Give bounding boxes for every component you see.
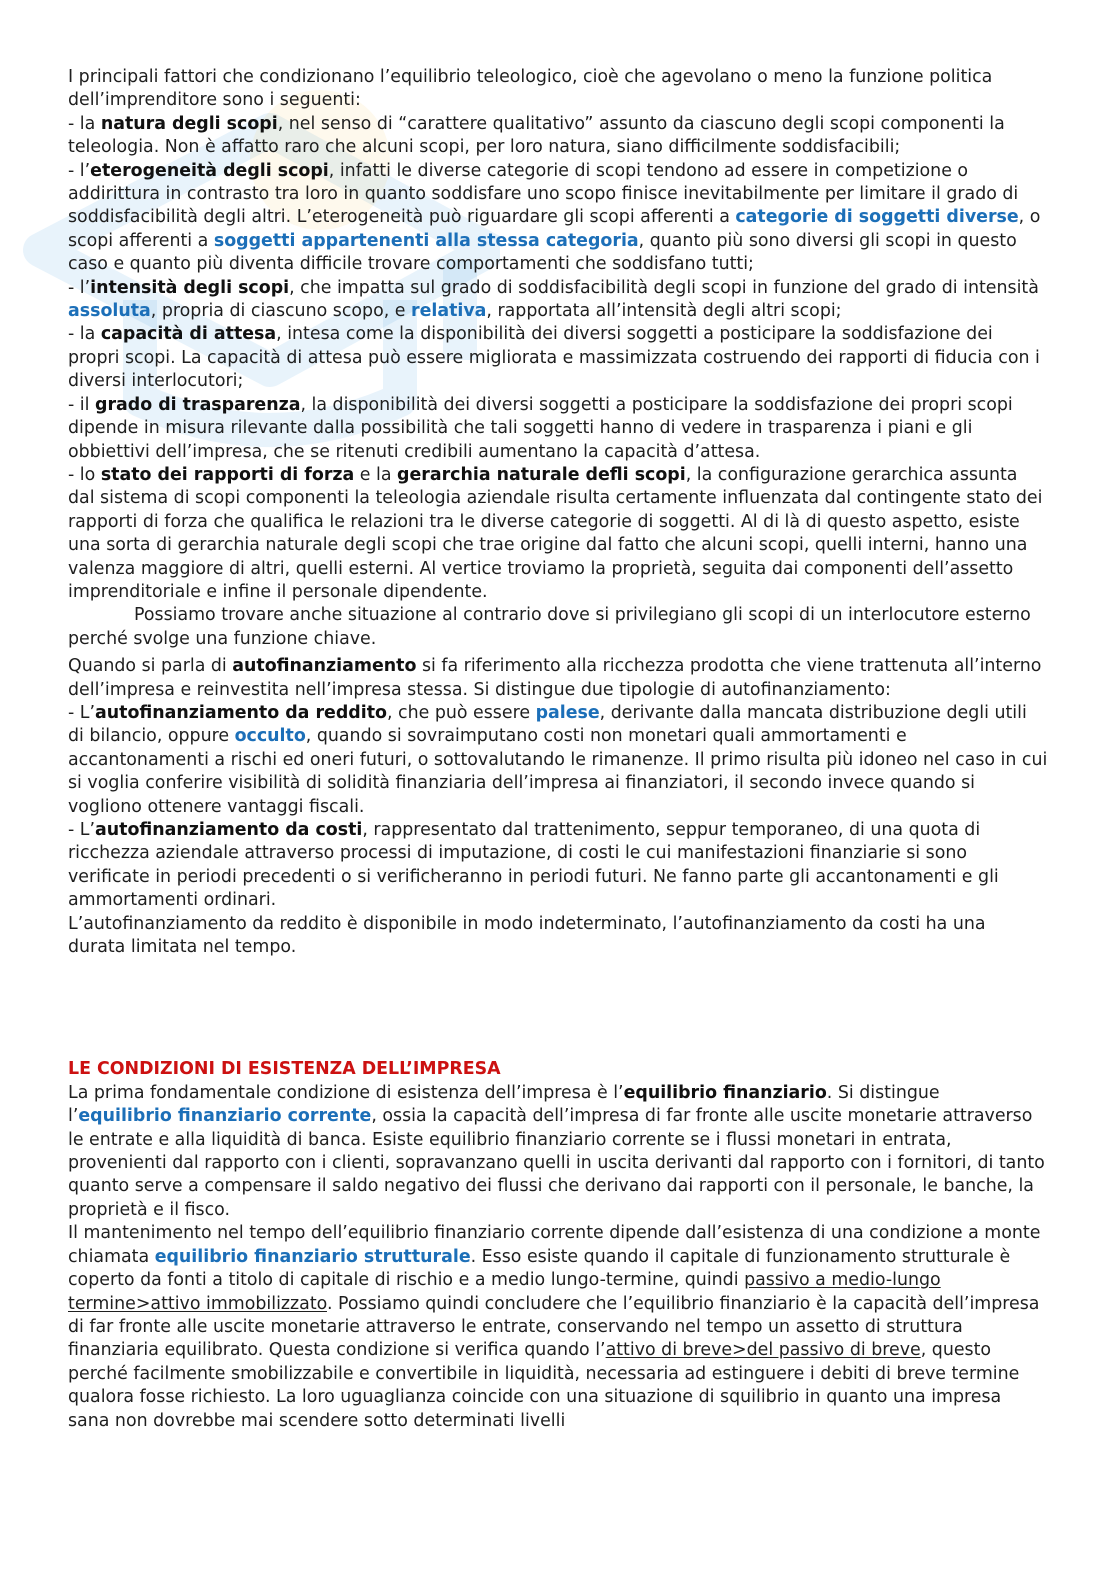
term-equilibrio-finanziario: equilibrio finanziario [623,1082,827,1103]
section-heading-condizioni-esistenza: LE CONDIZIONI DI ESISTENZA DELL’IMPRESA [68,1059,501,1080]
term-capacita-di-attesa: capacità di attesa [100,324,277,345]
term-autofinanziamento-da-reddito: autofinanziamento da reddito [95,702,387,723]
highlight-equilibrio-finanziario-corrente: equilibrio finanziario corrente [78,1106,372,1127]
term-grado-di-trasparenza: grado di trasparenza [95,394,301,415]
bullet-autofinanziamento-costi: - L’autofinanziamento da costi, rappresentato dal trattenimento, seppur temporaneo, di una quota di ricchezza aziendale attraverso processi di imputazione, di costi le cui manifestazioni finanziarie si sono verificate in periodi precedenti o si verificheranno in periodi futuri. Ne fanno parte gli accantonamenti e gli ammortamenti ordinari. [68,820,999,911]
highlight-soggetti-stessa-categoria: soggetti appartenenti alla stessa categoria [213,230,639,251]
bullet-eterogeneita-scopi: - l’eterogeneità degli scopi, infatti le diverse categorie di scopi tendono ad essere in competizione o addirittura in contrasto tra loro in quanto soddisfare uno scopo finisce inevitabilmente per limitare il grado di soddisfacibilità degli altri. L’eterogeneità può riguardare gli scopi afferenti a categorie di soggetti diverse, o scopi afferenti a soggetti appartenenti alla stessa categoria, quanto più sono diversi gli scopi in questo caso e quanto più diventa difficile trovare comportamenti che soddisfano tutti; [68,160,1041,275]
highlight-relativa: relativa [411,301,487,322]
bullet-rapporti-forza: - lo stato dei rapporti di forza e la gerarchia naturale defli scopi, la configurazione gerarchica assunta dal sistema di scopi componenti la teleologia aziendale risulta certamente influenzata dal contingente stato dei rapporti di forza che qualifica le relazioni tra le diverse categorie di soggetti. Al di là di questo aspetto, esiste una sorta di gerarchia naturale degli scopi che trae origine dal fatto che alcuni scopi, quelli interni, hanno una valenza maggiore di altri, quelli esterni. Al vertice troviamo la proprietà, seguita dai componenti dell’assetto imprenditoriale e infine il personale dipendente. [68,464,1043,602]
term-autofinanziamento-da-costi: autofinanziamento da costi [95,820,363,840]
paragraph-autofinanziamento-closing: L’autofinanziamento da reddito è disponibile in modo indeterminato, l’autofinanziamento da costi ha una durata limitata nel tempo. [68,913,986,958]
paragraph-autofinanziamento-intro: Quando si parla di autofinanziamento si fa riferimento alla ricchezza prodotta che viene trattenuta all’interno dell’impresa e reinvestita nell’impresa stessa. Si distingue due tipologie di autofinanziamento: [68,656,1042,700]
bullet-intensita-scopi: - l’intensità degli scopi, che impatta sul grado di soddisfacibilità degli scopi in funzione del grado di intensità assoluta, propria di ciascuno scopo, e relativa, rapportata all’intensità degli altri scopi; [68,277,1039,322]
highlight-categorie-soggetti-diverse: categorie di soggetti diverse [735,207,1019,228]
highlight-occulto: occulto [234,726,306,747]
bullet-grado-trasparenza: - il grado di trasparenza, la disponibilità dei diversi soggetti a posticipare la soddisfazione dei propri scopi dipende in misura rilevante dalla possibilità che tali soggetti hanno di vedere in trasparenza i piani e gli obbiettivi dell’impresa, che se ritenuti credibili aumentano la capacità d’attesa. [68,394,1013,462]
bullet-capacita-attesa: - la capacità di attesa, intesa come la disponibilità dei diversi soggetti a posticipare la soddisfazione dei propri scopi. La capacità di attesa può essere migliorata e massimizzata costruendo dei rapporti di fiducia con i diversi interlocutori; [68,324,1040,392]
highlight-assoluta: assoluta [68,301,151,322]
term-stato-rapporti-di-forza: stato dei rapporti di forza [100,464,355,485]
underline-attivo-di-breve: attivo di breve>del passivo di breve [605,1340,921,1361]
highlight-equilibrio-finanziario-strutturale: equilibrio finanziario strutturale [154,1246,471,1267]
term-eterogeneita-degli-scopi: eterogeneità degli scopi [90,160,329,181]
term-natura-degli-scopi: natura degli scopi [100,113,278,134]
term-intensita-degli-scopi: intensità degli scopi [90,277,290,298]
paragraph-indented-note: Possiamo trovare anche situazione al contrario dove si privilegiano gli scopi di un interlocutore esterno perché svolge una funzione chiave. [68,605,1031,649]
document-page [68,66,1048,1433]
underline-passivo-medio-lungo: passivo a medio-lungo termine>attivo immobilizzato [68,1270,941,1314]
bullet-autofinanziamento-reddito: - L’autofinanziamento da reddito, che può essere palese, derivante dalla mancata distribuzione degli utili di bilancio, oppure occulto, quando si sovraimputano costi non monetari quali ammortamenti e accantonamenti a rischi ed oneri futuri, o sottovalutando le rimanenze. Il primo risulta più idoneo nel caso in cui si voglia conferire visibilità di solidità finanziaria dell’impresa ai finanziatori, il secondo invece quando si vogliono ottenere vantaggi fiscali. [68,702,1048,817]
bullet-natura-scopi: - la natura degli scopi, nel senso di “carattere qualitativo” assunto da ciascuno degli scopi componenti la teleologia. Non è affatto raro che alcuni scopi, per loro natura, siano difficilmente soddisfacibili; [68,113,1005,158]
term-autofinanziamento: autofinanziamento [232,656,417,677]
paragraph-equilibrio-finanziario: La prima fondamentale condizione di esistenza dell’impresa è l’equilibrio finanziario. Si distingue l’equilibrio finanziario corrente, ossia la capacità dell’impresa di far fronte alle uscite monetarie attraverso le entrate e alla liquidità di banca. Esiste equilibrio finanziario corrente se i flussi monetari in entrata, provenienti dal rapporto con i clienti, sopravanzano quelli in uscita derivanti dal rapporto con i fornitori, di tanto quanto serve a compensare il saldo negativo dei flussi che derivano dai rapporti con il personale, le banche, la proprietà e il fisco. [68,1082,1045,1220]
highlight-palese: palese [535,702,600,723]
paragraph-equilibrio-strutturale: Il mantenimento nel tempo dell’equilibrio finanziario corrente dipende dall’esistenza di una condizione a monte chiamata equilibrio finanziario strutturale. Esso esiste quando il capitale di funzionamento strutturale è coperto da fonti a titolo di capitale di rischio e a medio lungo-termine, quindi passivo a medio-lungo termine>attivo immobilizzato. Possiamo quindi concludere che l’equilibrio finanziario è la capacità dell’impresa di far fronte alle uscite monetarie attraverso le entrate, conservando nel tempo un assetto di struttura finanziaria equilibrato. Questa condizione si verifica quando l’attivo di breve>del passivo di breve, questo perché facilmente smobilizzabile e convertibile in liquidità, necessaria ad estinguere i debiti di breve termine qualora fosse richiesto. La loro uguaglianza coincide con una situazione di squilibrio in quanto una impresa sana non dovrebbe mai scendere sotto determinati livelli [68,1223,1041,1431]
paragraph-intro: I principali fattori che condizionano l’equilibrio teleologico, cioè che agevolano o meno la funzione politica dell’imprenditore sono i seguenti: [68,67,993,111]
term-gerarchia-naturale: gerarchia naturale defli scopi [397,464,686,485]
